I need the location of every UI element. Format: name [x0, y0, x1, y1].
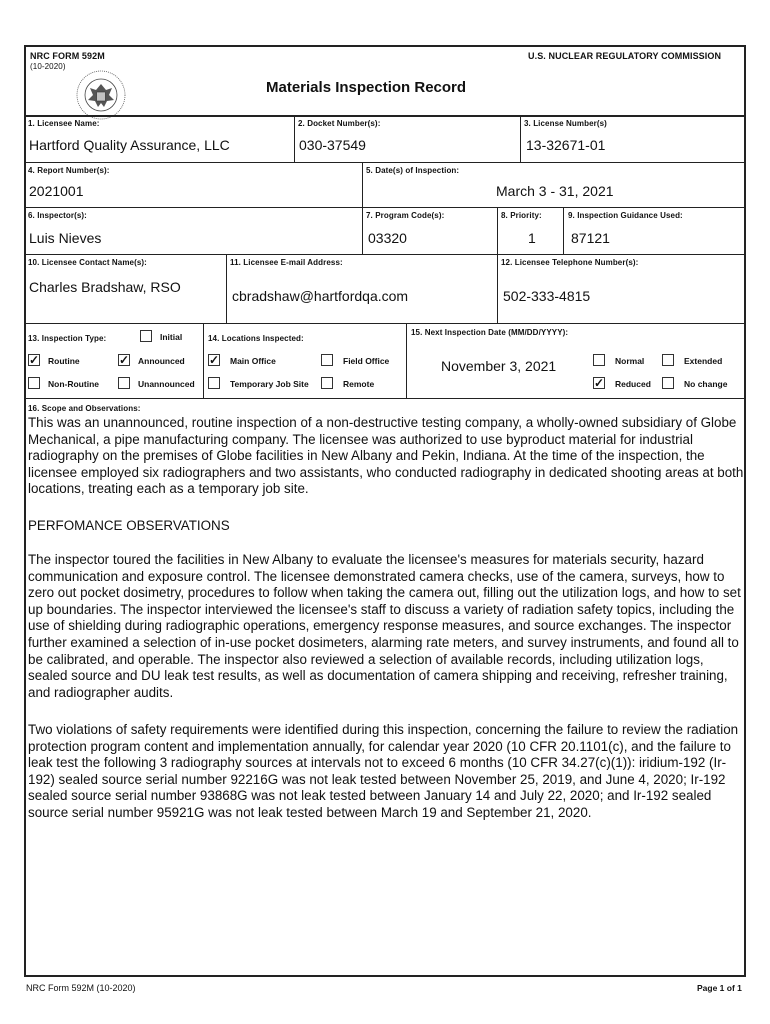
inspection-type-label: 13. Inspection Type:: [28, 334, 107, 343]
temporary-job-site-label: Temporary Job Site: [230, 379, 309, 389]
routine-label: Routine: [48, 356, 80, 366]
divider: [362, 162, 363, 254]
agency-name: U.S. NUCLEAR REGULATORY COMMISSION: [528, 51, 722, 61]
remote-label: Remote: [343, 379, 375, 389]
divider: [24, 398, 746, 399]
email-label: 11. Licensee E-mail Address:: [230, 258, 343, 267]
divider: [294, 115, 295, 162]
main-office-checkbox[interactable]: ✓: [209, 353, 220, 367]
divider: [497, 254, 498, 323]
reduced-checkbox[interactable]: ✓: [594, 376, 605, 390]
field-office-checkbox[interactable]: [321, 354, 333, 366]
non-routine-label: Non-Routine: [48, 379, 99, 389]
next-inspection-label: 15. Next Inspection Date (MM/DD/YYYY):: [411, 328, 569, 337]
announced-checkbox[interactable]: ✓: [119, 353, 130, 367]
docket-number-field[interactable]: 030-37549: [299, 137, 366, 153]
divider: [24, 254, 746, 255]
performance-heading: PERFOMANCE OBSERVATIONS: [28, 518, 230, 533]
report-number-label: 4. Report Number(s):: [28, 166, 110, 175]
inspector-field[interactable]: Luis Nieves: [29, 230, 102, 246]
routine-checkbox[interactable]: ✓: [29, 353, 40, 367]
no-change-checkbox[interactable]: [662, 377, 674, 389]
footer-form: NRC Form 592M (10-2020): [26, 983, 136, 993]
license-number-field[interactable]: 13-32671-01: [526, 137, 606, 153]
form-title: Materials Inspection Record: [266, 79, 467, 96]
priority-label: 8. Priority:: [501, 211, 542, 220]
contact-name-field[interactable]: Charles Bradshaw, RSO: [29, 279, 181, 295]
temporary-job-site-checkbox[interactable]: [208, 377, 220, 389]
inspection-dates-field[interactable]: March 3 - 31, 2021: [496, 183, 614, 199]
non-routine-checkbox[interactable]: [28, 377, 40, 389]
divider: [226, 254, 227, 323]
divider: [520, 115, 521, 162]
no-change-label: No change: [684, 379, 728, 389]
contact-name-label: 10. Licensee Contact Name(s):: [28, 258, 147, 267]
phone-field[interactable]: 502-333-4815: [503, 288, 591, 304]
inspector-label: 6. Inspector(s):: [28, 211, 87, 220]
next-inspection-date[interactable]: November 3, 2021: [441, 358, 557, 374]
initial-checkbox[interactable]: [140, 330, 152, 342]
form-date: (10-2020): [30, 62, 66, 71]
extended-label: Extended: [684, 356, 723, 366]
priority-field[interactable]: 1: [528, 230, 536, 246]
announced-label: Announced: [138, 356, 185, 366]
guidance-label: 9. Inspection Guidance Used:: [568, 211, 683, 220]
divider: [24, 115, 746, 117]
divider: [24, 207, 746, 208]
inspection-dates-label: 5. Date(s) of Inspection:: [366, 166, 460, 175]
main-office-label: Main Office: [230, 356, 276, 366]
docket-number-label: 2. Docket Number(s):: [298, 119, 381, 128]
locations-label: 14. Locations Inspected:: [208, 334, 304, 343]
field-office-label: Field Office: [343, 356, 390, 366]
normal-label: Normal: [615, 356, 645, 366]
normal-checkbox[interactable]: [593, 354, 605, 366]
footer-page: Page 1 of 1: [697, 983, 742, 993]
divider: [203, 323, 204, 398]
initial-label: Initial: [160, 332, 183, 342]
guidance-field[interactable]: 87121: [571, 230, 610, 246]
form-number: NRC FORM 592M: [30, 51, 105, 61]
divider: [563, 207, 564, 254]
observations-paragraph-1: This was an unannounced, routine inspection of a non-destructive testing company, a wholly-owned subsidiary of Globe Mechanical, a pipe manufacturing company. The licensee was authorized to use byproduct material for industrial radiography on the premises of Globe facilities in New Albany and Pekin, Indiana. At the time of the inspection, the licensee employed six radiographers and two assistants, who conducted radiography in dedicated shooting areas at both locations, treating each as a temporary job site.: [28, 415, 744, 497]
divider: [497, 207, 498, 254]
program-code-field[interactable]: 03320: [368, 230, 407, 246]
divider: [24, 162, 746, 163]
email-field[interactable]: cbradshaw@hartfordqa.com: [232, 288, 409, 304]
license-number-label: 3. License Number(s): [524, 119, 607, 128]
extended-checkbox[interactable]: [662, 354, 674, 366]
divider: [24, 323, 746, 324]
observations-label: 16. Scope and Observations:: [28, 404, 141, 413]
form-frame: [24, 45, 746, 977]
licensee-name-label: 1. Licensee Name:: [28, 119, 100, 128]
phone-label: 12. Licensee Telephone Number(s):: [501, 258, 639, 267]
remote-checkbox[interactable]: [321, 377, 333, 389]
observations-paragraph-2: The inspector toured the facilities in New Albany to evaluate the licensee's measures for materials security, hazard communication and exposure control. The licensee demonstrated camera checks, use of the camera, surveys, how to zero out pocket dosimetry, procedures to follow when taking the camera out, filling out the utilization logs, and how to set up boundaries. The inspector interviewed the licensee's staff to discuss a variety of radiation safety topics, including the use of shielding during radiographic operations, emergency response measures, and source exchanges. The inspector further examined a selection of in-use pocket dosimeters, alarming rate meters, and survey instruments, and found all to be calibrated, and operable. The inspector also reviewed a selection of available records, including utilization logs, sealed source and DU leak test results, as well as documentation of camera shipping and receiving, refresher training, and radiographer audits.: [28, 552, 741, 700]
observations-paragraph-3: Two violations of safety requirements were identified during this inspection, concerning the failure to review the radiation protection program content and implementation annually, for calendar year 2020 (10 CFR 20.1101(c), and the failure to leak test the following 3 radiography sources at intervals not to exceed 6 months (10 CFR 34.27(c)(1)): iridium-192 (Ir-192) sealed source serial number 92216G was not leak tested between November 25, 2019, and June 4, 2020; Ir-192 sealed source serial number 93868G was not leak tested between January 14 and July 22, 2020; and Ir-192 sealed source serial number 95921G was not leak tested between March 19 and September 21, 2020.: [28, 722, 739, 820]
unannounced-label: Unannounced: [138, 379, 195, 389]
reduced-label: Reduced: [615, 379, 651, 389]
nrc-seal: [76, 70, 126, 120]
licensee-name-field[interactable]: Hartford Quality Assurance, LLC: [29, 137, 230, 153]
divider: [406, 323, 407, 398]
report-number-field[interactable]: 2021001: [29, 183, 84, 199]
program-code-label: 7. Program Code(s):: [366, 211, 445, 220]
unannounced-checkbox[interactable]: [118, 377, 130, 389]
